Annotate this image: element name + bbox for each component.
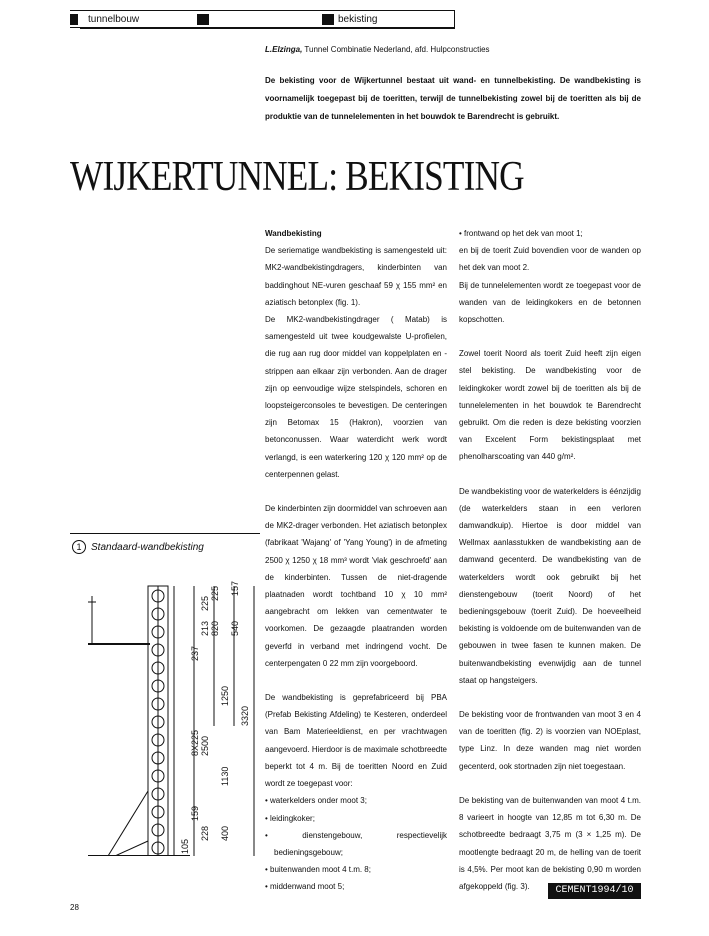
list-item: • middenwand moot 5;: [265, 882, 345, 892]
paragraph: De seriematige wandbekisting is samengesteld uit: MK2-wandbekistingdragers, kinderbinten van baddinghout NE-vuren geschaaf 59 χ 155 mm² en aziatisch betonplex (fig. 1).: [265, 246, 447, 307]
paragraph: De bekisting van de buitenwanden van moot 4 t.m. 8 varieert in hoogte van 12,85 m tot 6,30 m. De schotbreedte bedraagt 3,75 m (3 × 1,25 m). De mootlengte bedraagt 20 m, de helling van de toerit is 4,5%. Per moot kan de bekisting 0,90 m worden afgekoppeld (fig. 3).: [459, 795, 641, 891]
paragraph: De wandbekisting voor de waterkelders is éénzijdig (de waterkelders staan in een verloren damwandkuip). Hiertoe is door middel van Wellmax aanlasstukken de wandbekisting aan de damwand gecenterd. De wandbekisting van de waterkelders wordt ook gebruikt bij het dienstengebouw (toerit Noord) of het bedieningsgebouw (toerit Zuid). De hoeveelheid bekisting is voldoende om de buitenwanden van de gebouwen in twee fasen te kunnen maken. De buitenwandbekisting evenwijdig aan de tunnel staat op hangsteigers.: [459, 486, 641, 685]
dim-label: 2500: [200, 735, 210, 756]
header-block-right: [322, 14, 334, 25]
dim-label: 8X225: [190, 729, 200, 756]
paragraph: Zowel toerit Noord als toerit Zuid heeft zijn eigen stel bekisting. De wandbekisting voor de leidingkoker wordt zowel bij de toeritten als bij de tunnelelementen in het bouwdok te Barendrecht gebruikt. Om die reden is deze bekisting voorzien van Excelent Form bekistingsplaat met phenolharscoating van 440 g/m².: [459, 349, 641, 462]
dim-label: 1250: [220, 685, 230, 706]
paragraph: De MK2-wandbekistingdrager ( Matab) is samengesteld uit twee koudgewalste U-profielen, die rug aan rug door middel van koppelplaten en -strippen aan elkaar zijn verbonden. Aan de drager zijn op eenvoudige wijze stelspindels, schoren en loopsteigerconsoles te bevestigen. De centeringen zijn Betomax 15 (Hakron), voorzien van betonconussen. Waar waterdicht werk wordt verlangd, is een waterkering 120 χ 120 mm² op de centerpennen gelast.: [265, 315, 447, 479]
dim-label: 213: [200, 620, 210, 636]
author-name: L.Elzinga,: [265, 45, 303, 54]
list-item: • waterkelders onder moot 3;: [265, 796, 367, 806]
journal-badge: CEMENT1994/10: [548, 883, 641, 899]
intro-paragraph: De bekisting voor de Wijkertunnel bestaat uit wand- en tunnelbekisting. De wandbekisting is voornamelijk toegepast bij de toeritten, terwijl de tunnelbekisting zowel bij de toeritten als bij de produktie van de tunnelelementen in het bouwdok te Barendrecht is gebruikt.: [265, 76, 641, 121]
dim-label: 1130: [220, 766, 230, 786]
usage-list: [265, 792, 447, 895]
dim-label: 400: [220, 825, 230, 841]
dim-label: 3320: [240, 705, 250, 726]
figure-caption-text: Standaard-wandbekisting: [91, 542, 204, 553]
article-title: WIJKERTUNNEL: BEKISTING: [70, 154, 524, 200]
paragraph: De wandbekisting is geprefabriceerd bij PBA (Prefab Bekisting Afdeling) te Kesteren, onderdeel van Bam Materieeldienst, en per vrachtwagen aangevoerd. Hierdoor is de maximale schotbreedte beperkt tot 4 m. Bij de toeritten Noord en Zuid wordt ze toegepast voor:: [265, 693, 447, 789]
dim-label: 225: [210, 585, 220, 601]
figure-number: 1: [72, 540, 86, 554]
paragraph: en bij de toerit Zuid bovendien voor de wanden op het dek van moot 2.: [459, 246, 641, 273]
list-item: • frontwand op het dek van moot 1;: [459, 229, 583, 238]
paragraph: Bij de tunnelelementen wordt ze toegepast voor de wanden van de leidingkokers en de betonnen kopschotten.: [459, 280, 641, 325]
section-label-left: tunnelbouw: [88, 14, 140, 25]
author-line: [265, 45, 490, 54]
paragraph: De bekisting voor de frontwanden van moot 3 en 4 van de toeritten (fig. 2) is voorzien van NOEplast, type Linz. In deze wanden mag niet worden gecenterd, ook stortnaden zijn niet toegestaan.: [459, 710, 641, 771]
dim-label: 820: [210, 620, 220, 636]
dim-label: 159: [190, 805, 200, 821]
section-header-bar: [70, 10, 455, 28]
section-heading: Wandbekisting: [265, 229, 322, 238]
text-column-1: [265, 225, 447, 896]
author-affiliation: Tunnel Combinatie Nederland, afd. Hulpconstructies: [304, 45, 490, 54]
list-item: • buitenwanden moot 4 t.m. 8;: [265, 865, 371, 875]
page-number: 28: [70, 903, 79, 912]
dim-label: 228: [200, 825, 210, 841]
header-block-mid: [197, 14, 209, 25]
header-block-left: [70, 14, 78, 25]
text-column-2: [459, 225, 641, 895]
figure-rule: [70, 533, 260, 534]
dim-label: 157: [230, 580, 240, 596]
list-item: • leidingkoker;: [265, 813, 315, 823]
list-item: • dienstengebouw, respectievelijk bedieningsgebouw;: [265, 830, 447, 857]
header-rule: [80, 28, 455, 29]
dim-label: 225: [200, 595, 210, 611]
dim-label: 237: [190, 645, 200, 661]
dim-label: 540: [230, 620, 240, 636]
formwork-drawing: [70, 536, 260, 856]
dim-label: 105: [180, 838, 190, 854]
section-label-right: bekisting: [338, 14, 378, 25]
paragraph: De kinderbinten zijn doormiddel van schroeven aan de MK2-drager verbonden. Het aziatisch betonplex (fabrikaat 'Wajang' of 'Yang Young') in de afmeting 2500 χ 1250 χ 18 mm³ wordt 'vlak geschroefd' aan de kinderbinten. Tussen de niet-dragende plaatnaden wordt tochtband 10 χ 10 mm² aangebracht om lekken van cementwater te voorkomen. De gezaagde plaatranden worden geverfd in verband met indringend vocht. De centerpengaten 0 22 mm zijn voorgeboord.: [265, 504, 447, 668]
